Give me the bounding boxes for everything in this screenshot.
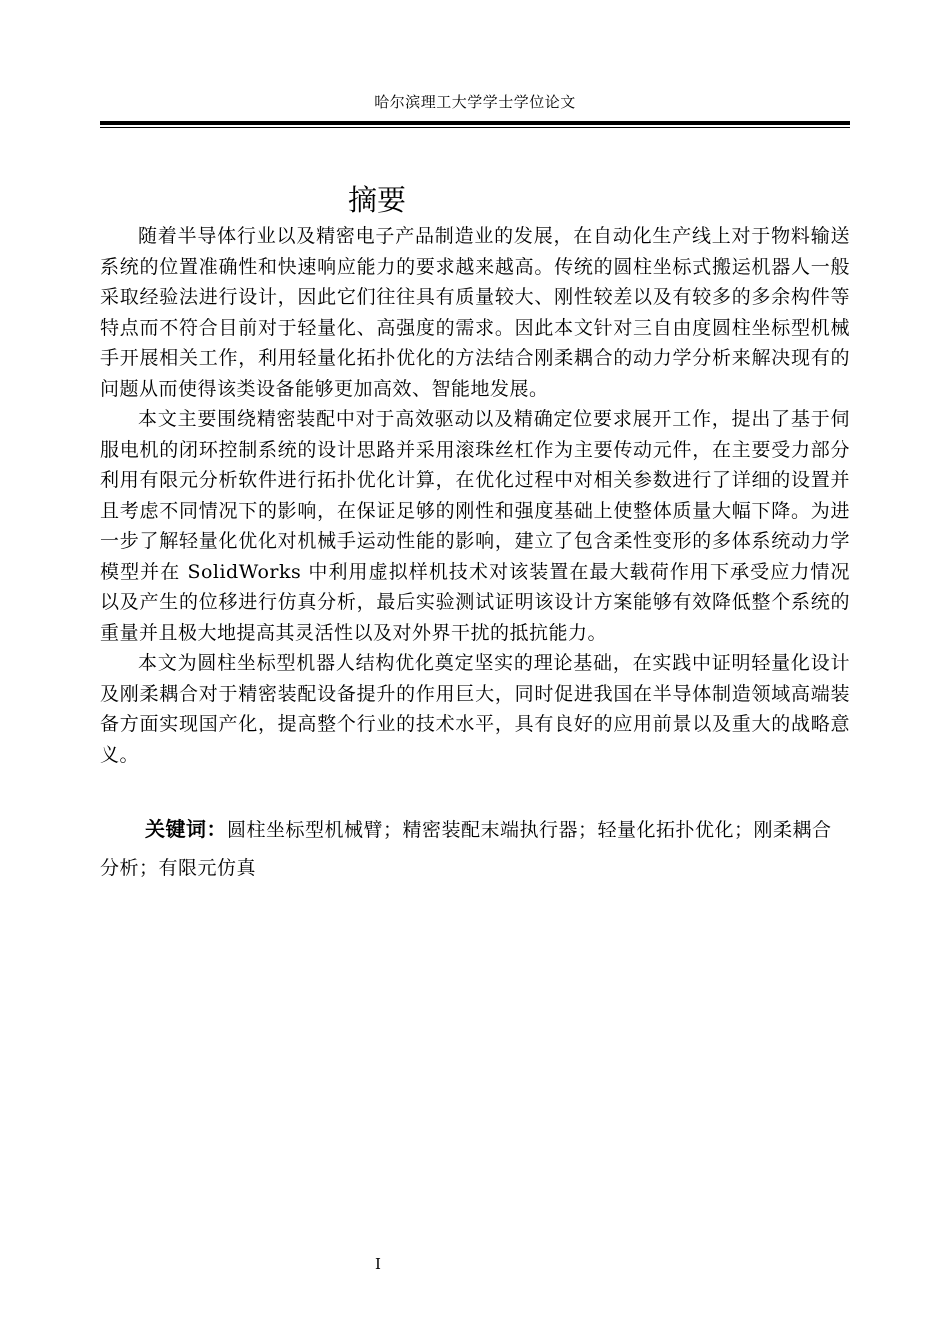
header-rule-thick bbox=[100, 121, 850, 125]
abstract-title: 摘要 bbox=[347, 183, 406, 217]
abstract-paragraph-2: 本文主要围绕精密装配中对于高效驱动以及精确定位要求展开工作，提出了基于伺服电机的闭环控制系统的设计思路并采用滚珠丝杠作为主要传动元件，在主要受力部分利用有限元分析软件进行拓扑优化计算，在优化过程中对相关参数进行了详细的设置并且考虑不同情况下的影响，在保证足够的刚性和强度基础上使整体质量大幅下降。为进一步了解轻量化优化对机械手运动性能的影响，建立了包含柔性变形的多体系统动力学模型并在 SolidWorks 中利用虚拟样机技术对该装置在最大载荷作用下承受应力情况以及产生的位移进行仿真分析，最后实验测试证明该设计方案能够有效降低整个系统的重量并且极大地提高其灵活性以及对外界干扰的抵抗能力。 bbox=[100, 408, 850, 644]
abstract-paragraph-3: 本文为圆柱坐标型机器人结构优化奠定坚实的理论基础，在实践中证明轻量化设计及刚柔耦合对于精密装配设备提升的作用巨大，同时促进我国在半导体制造领域高端装备方面实现国产化，提高整个行业的技术水平，具有良好的应用前景以及重大的战略意义。 bbox=[100, 652, 850, 766]
running-header: 哈尔滨理工大学学士学位论文 bbox=[374, 93, 576, 111]
page-number: I bbox=[375, 1255, 381, 1273]
keywords-text: 圆柱坐标型机械臂；精密装配末端执行器；轻量化拓扑优化；刚柔耦合分析；有限元仿真 bbox=[100, 819, 832, 879]
abstract-paragraph-1: 随着半导体行业以及精密电子产品制造业的发展，在自动化生产线上对于物料输送系统的位置准确性和快速响应能力的要求越来越高。传统的圆柱坐标式搬运机器人一般采取经验法进行设计，因此它们往往具有质量较大、刚性较差以及有较多的多余构件等特点而不符合目前对于轻量化、高强度的需求。因此本文针对三自由度圆柱坐标型机械手开展相关工作，利用轻量化拓扑优化的方法结合刚柔耦合的动力学分析来解决现有的问题从而使得该类设备能够更加高效、智能地发展。 bbox=[100, 225, 850, 400]
abstract-body bbox=[100, 221, 850, 770]
keywords-line bbox=[100, 810, 850, 887]
keywords-label: 关键词： bbox=[145, 817, 227, 841]
header-rule-thin bbox=[100, 127, 850, 128]
